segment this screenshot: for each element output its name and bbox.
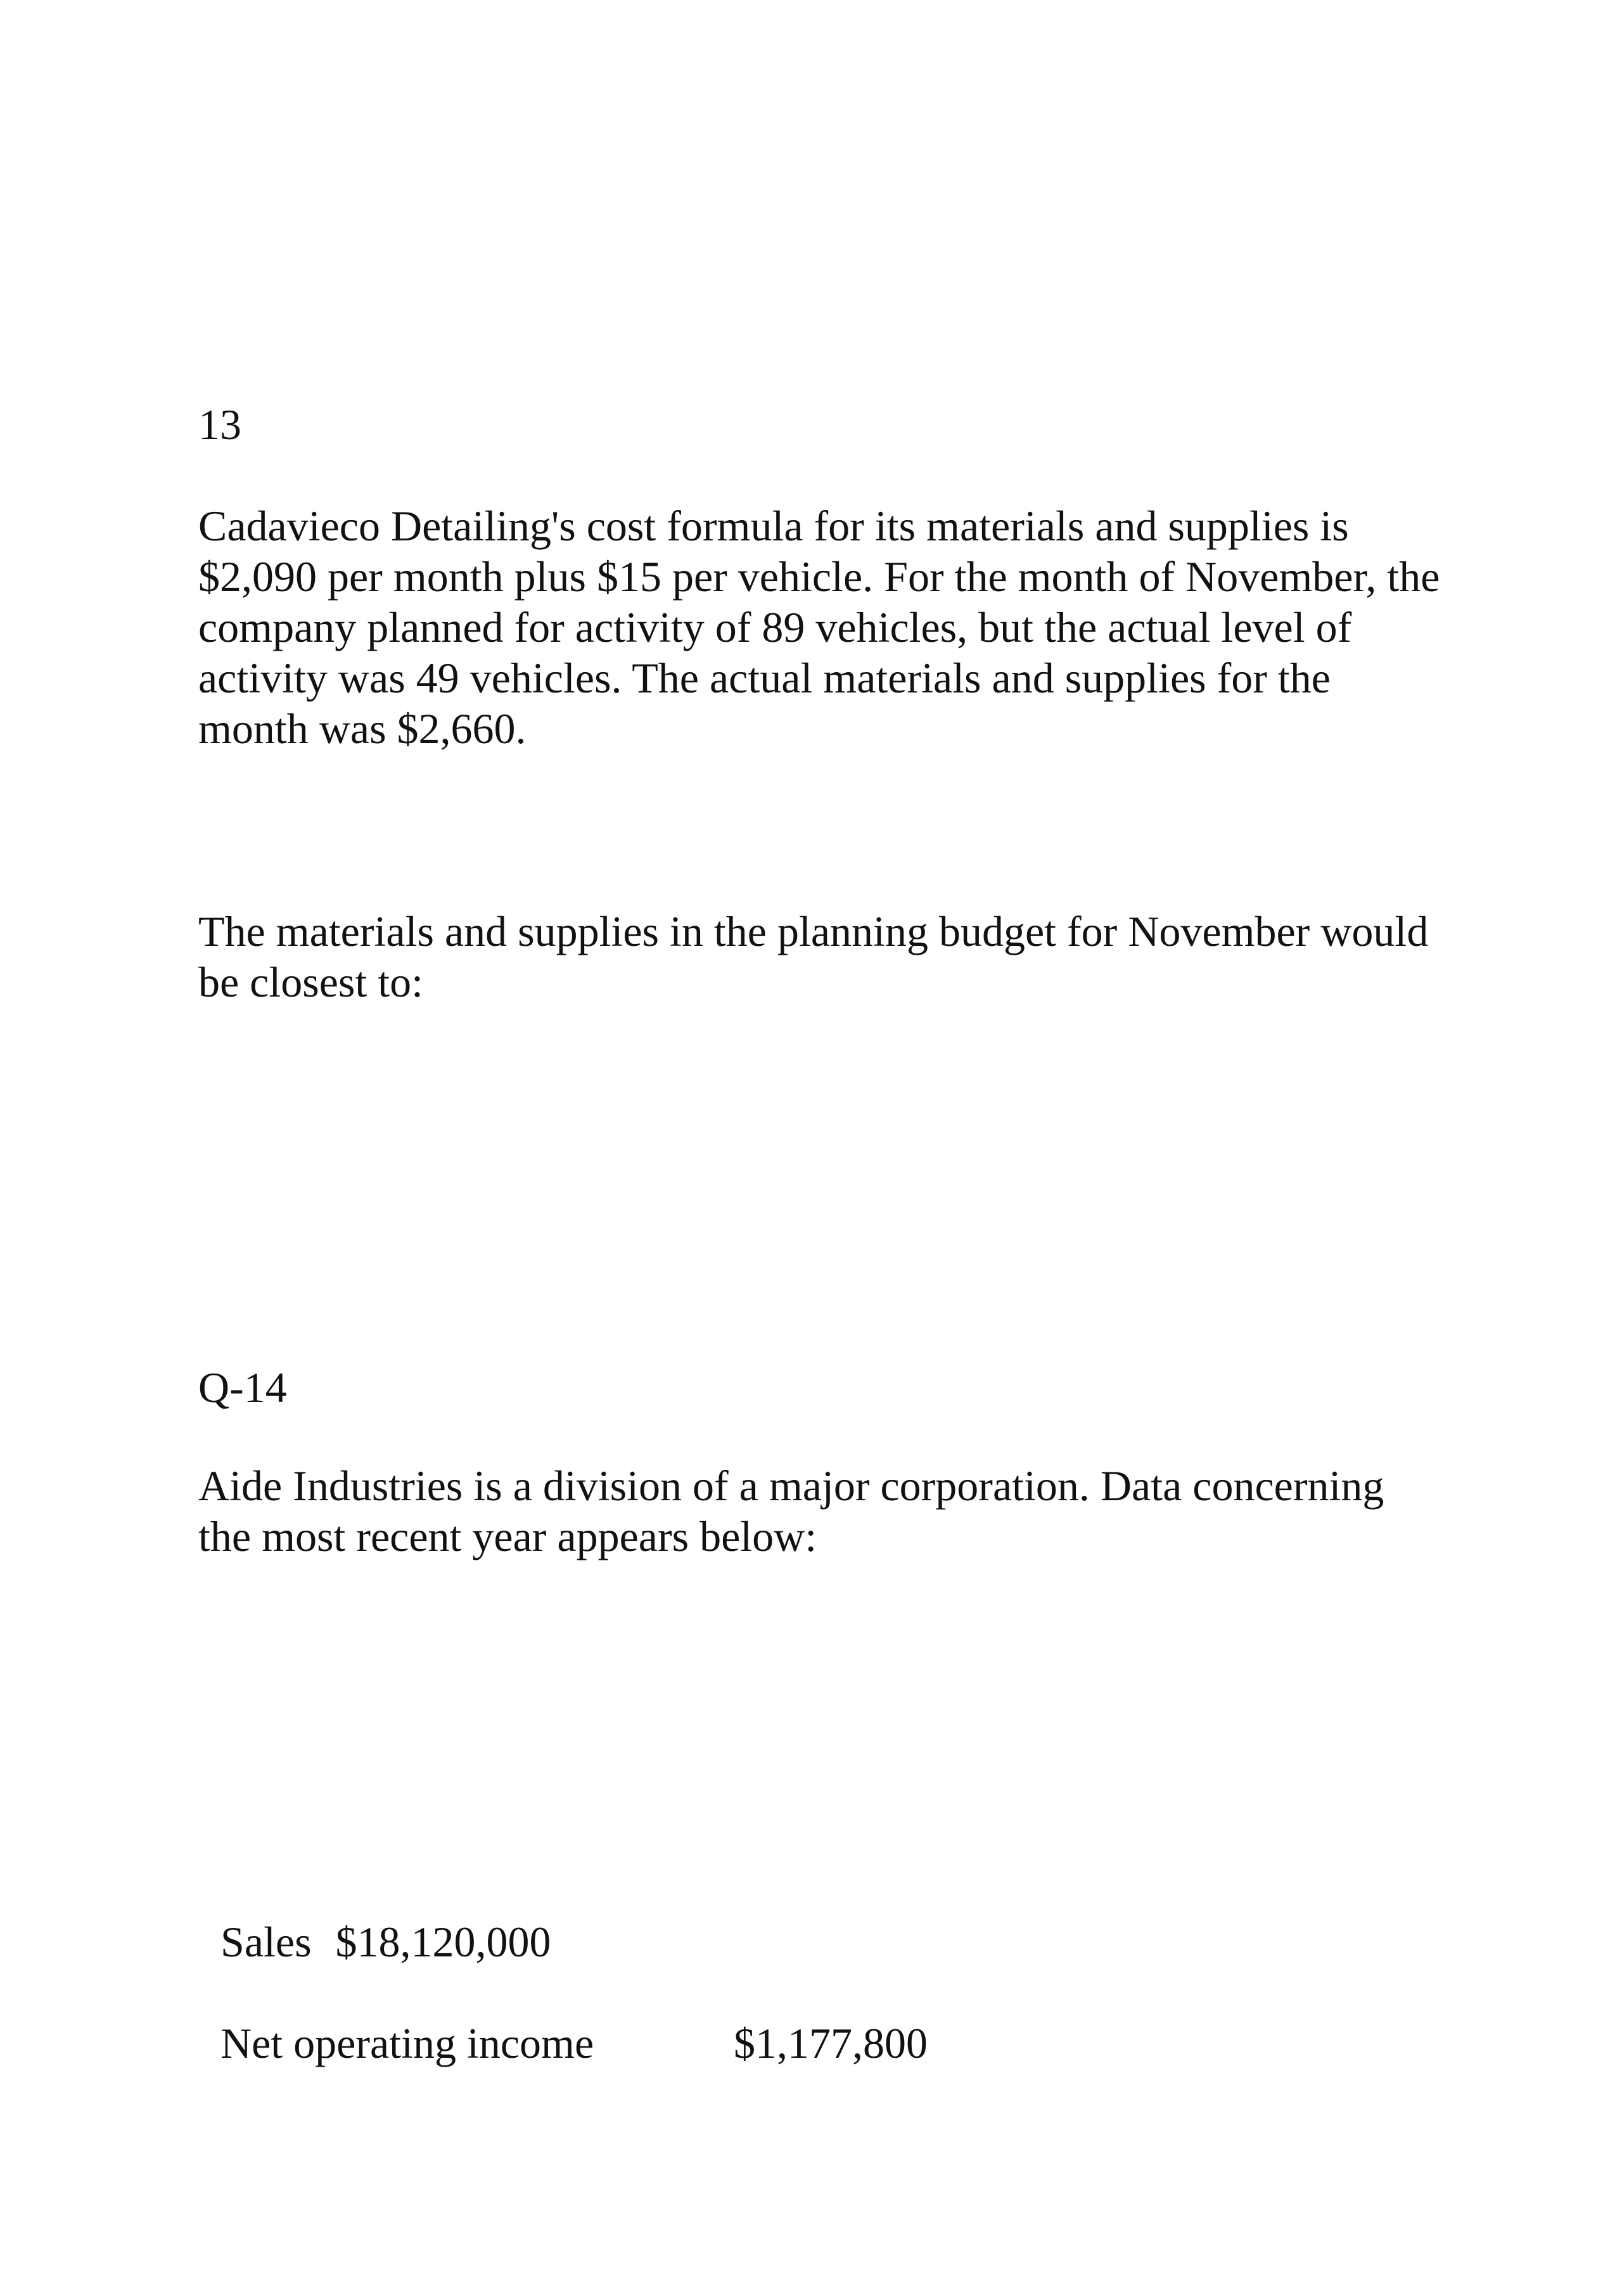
data-row-label: Sales: [220, 1918, 312, 1966]
question-14-body: Aide Industries is a division of a major corporation. Data concerning the most recent year appears below:: [198, 1462, 1384, 1560]
question-13-prompt: The materials and supplies in the planning budget for November would be closest to:: [198, 907, 1429, 1006]
data-row-net-operating-income: [220, 2018, 928, 2069]
question-13-body: Cadavieco Detailing's cost formula for its materials and supplies is $2,090 per month plus $15 per vehicle. For the month of November, the company planned for activity of 89 vehicles, but the actual level of activity was 49 vehicles. The actual materials and supplies for the month was $2,660.: [198, 502, 1440, 753]
data-row-value: $1,177,800: [734, 2019, 928, 2067]
data-row-sales: [220, 1917, 551, 1967]
data-row-label: Net operating income: [220, 2019, 594, 2067]
question-13-number: 13: [198, 400, 241, 449]
question-14-number: Q-14: [198, 1363, 287, 1412]
data-row-value: $18,120,000: [335, 1918, 551, 1966]
